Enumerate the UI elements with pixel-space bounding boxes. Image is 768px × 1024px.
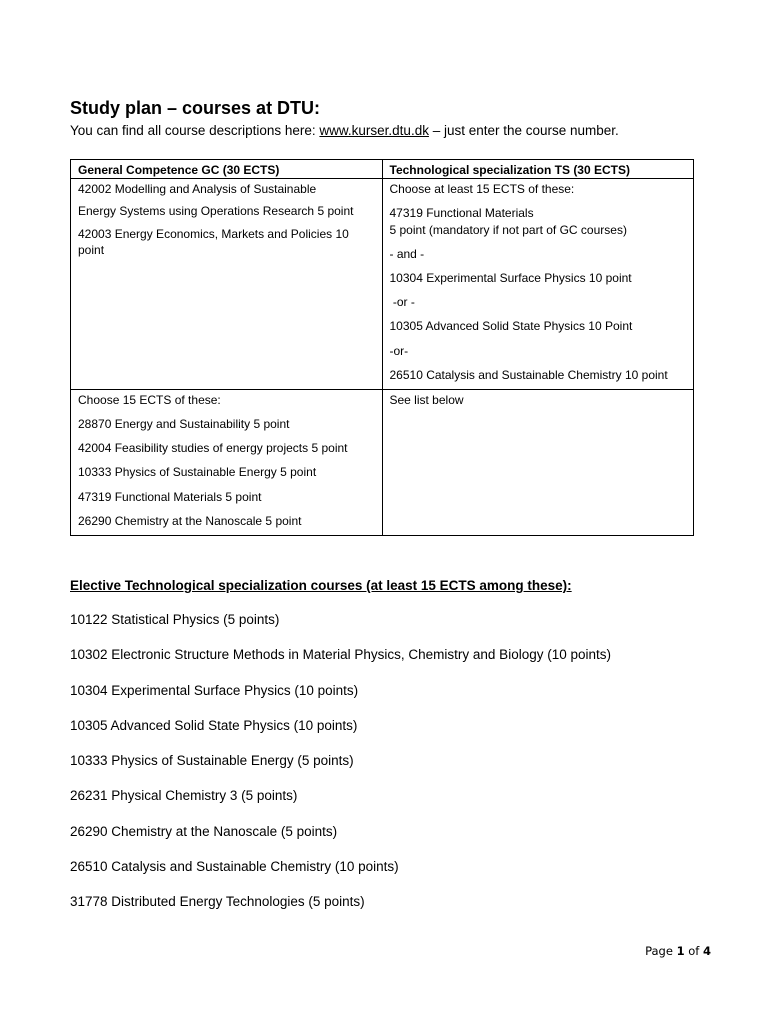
course-site-link[interactable]: www.kurser.dtu.dk — [319, 123, 429, 138]
list-item: 31778 Distributed Energy Technologies (5 points) — [70, 894, 365, 910]
ts-course-47319 — [390, 205, 688, 237]
ts-elective-cell — [382, 389, 694, 535]
gc-elective-item: 47319 Functional Materials 5 point — [78, 489, 262, 504]
list-item: 26510 Catalysis and Sustainable Chemistry (10 points) — [70, 859, 399, 875]
ts-course-47319-line1: 47319 Functional Materials — [389, 206, 534, 221]
list-item: 10302 Electronic Structure Methods in Material Physics, Chemistry and Biology (10 points) — [70, 647, 611, 663]
gc-mandatory-cell — [71, 179, 383, 390]
mandatory-row — [71, 179, 694, 390]
list-item: 10304 Experimental Surface Physics (10 points) — [70, 682, 359, 698]
ts-header: Technological specialization TS (30 ECTS) — [382, 160, 694, 179]
gc-elective-cell — [71, 389, 383, 535]
current-page: 1 — [676, 944, 685, 958]
gc-course-42002-line2: Energy Systems using Operations Research 5 point — [78, 204, 354, 219]
list-item: 10333 Physics of Sustainable Energy (5 points) — [70, 753, 354, 769]
table-header-row — [71, 160, 694, 179]
page-title: Study plan – courses at DTU: — [70, 98, 321, 118]
list-item: 26231 Physical Chemistry 3 (5 points) — [70, 788, 298, 804]
gc-course-42003: 42003 Energy Economics, Markets and Policies 10 point — [78, 226, 349, 257]
gc-course-42002-line1: 42002 Modelling and Analysis of Sustainable — [78, 182, 317, 197]
intro-before: You can find all course descriptions here: — [70, 123, 320, 138]
elective-row — [71, 389, 694, 535]
ts-elective-note: See list below — [389, 392, 464, 407]
ts-mandatory-cell — [382, 179, 694, 390]
list-item: 26290 Chemistry at the Nanoscale (5 points) — [70, 823, 338, 839]
ts-course-47319-line2: 5 point (mandatory if not part of GC courses) — [389, 222, 627, 237]
intro-text — [70, 123, 619, 138]
gc-elective-item: 42004 Feasibility studies of energy projects 5 point — [78, 441, 348, 456]
of-word: of — [684, 944, 703, 958]
ts-option-10304: 10304 Experimental Surface Physics 10 point — [389, 270, 632, 285]
ts-or-2: -or- — [389, 343, 409, 358]
list-item: 10122 Statistical Physics (5 points) — [70, 612, 280, 627]
intro-after: – just enter the course number. — [428, 123, 619, 138]
ts-and: - and - — [389, 246, 425, 261]
gc-elective-item: 28870 Energy and Sustainability 5 point — [78, 417, 290, 432]
ts-or-1: -or - — [389, 295, 415, 310]
gc-elective-item: 10333 Physics of Sustainable Energy 5 point — [78, 465, 317, 480]
elective-heading: Elective Technological specialization courses (at least 15 ECTS among these): — [70, 578, 572, 593]
gc-header: General Competence GC (30 ECTS) — [71, 160, 383, 179]
ts-option-26510: 26510 Catalysis and Sustainable Chemistry 10 point — [389, 367, 668, 382]
elective-course-list — [70, 612, 611, 930]
page-number — [645, 944, 711, 958]
ts-intro: Choose at least 15 ECTS of these: — [389, 182, 575, 197]
study-plan-table — [70, 159, 694, 536]
total-pages: 4 — [702, 944, 711, 958]
list-item: 10305 Advanced Solid State Physics (10 points) — [70, 717, 358, 733]
page-word: Page — [645, 944, 677, 958]
ts-option-10305: 10305 Advanced Solid State Physics 10 Point — [389, 319, 633, 334]
gc-elective-item: 26290 Chemistry at the Nanoscale 5 point — [78, 513, 302, 528]
gc-elective-intro: Choose 15 ECTS of these: — [78, 392, 221, 407]
